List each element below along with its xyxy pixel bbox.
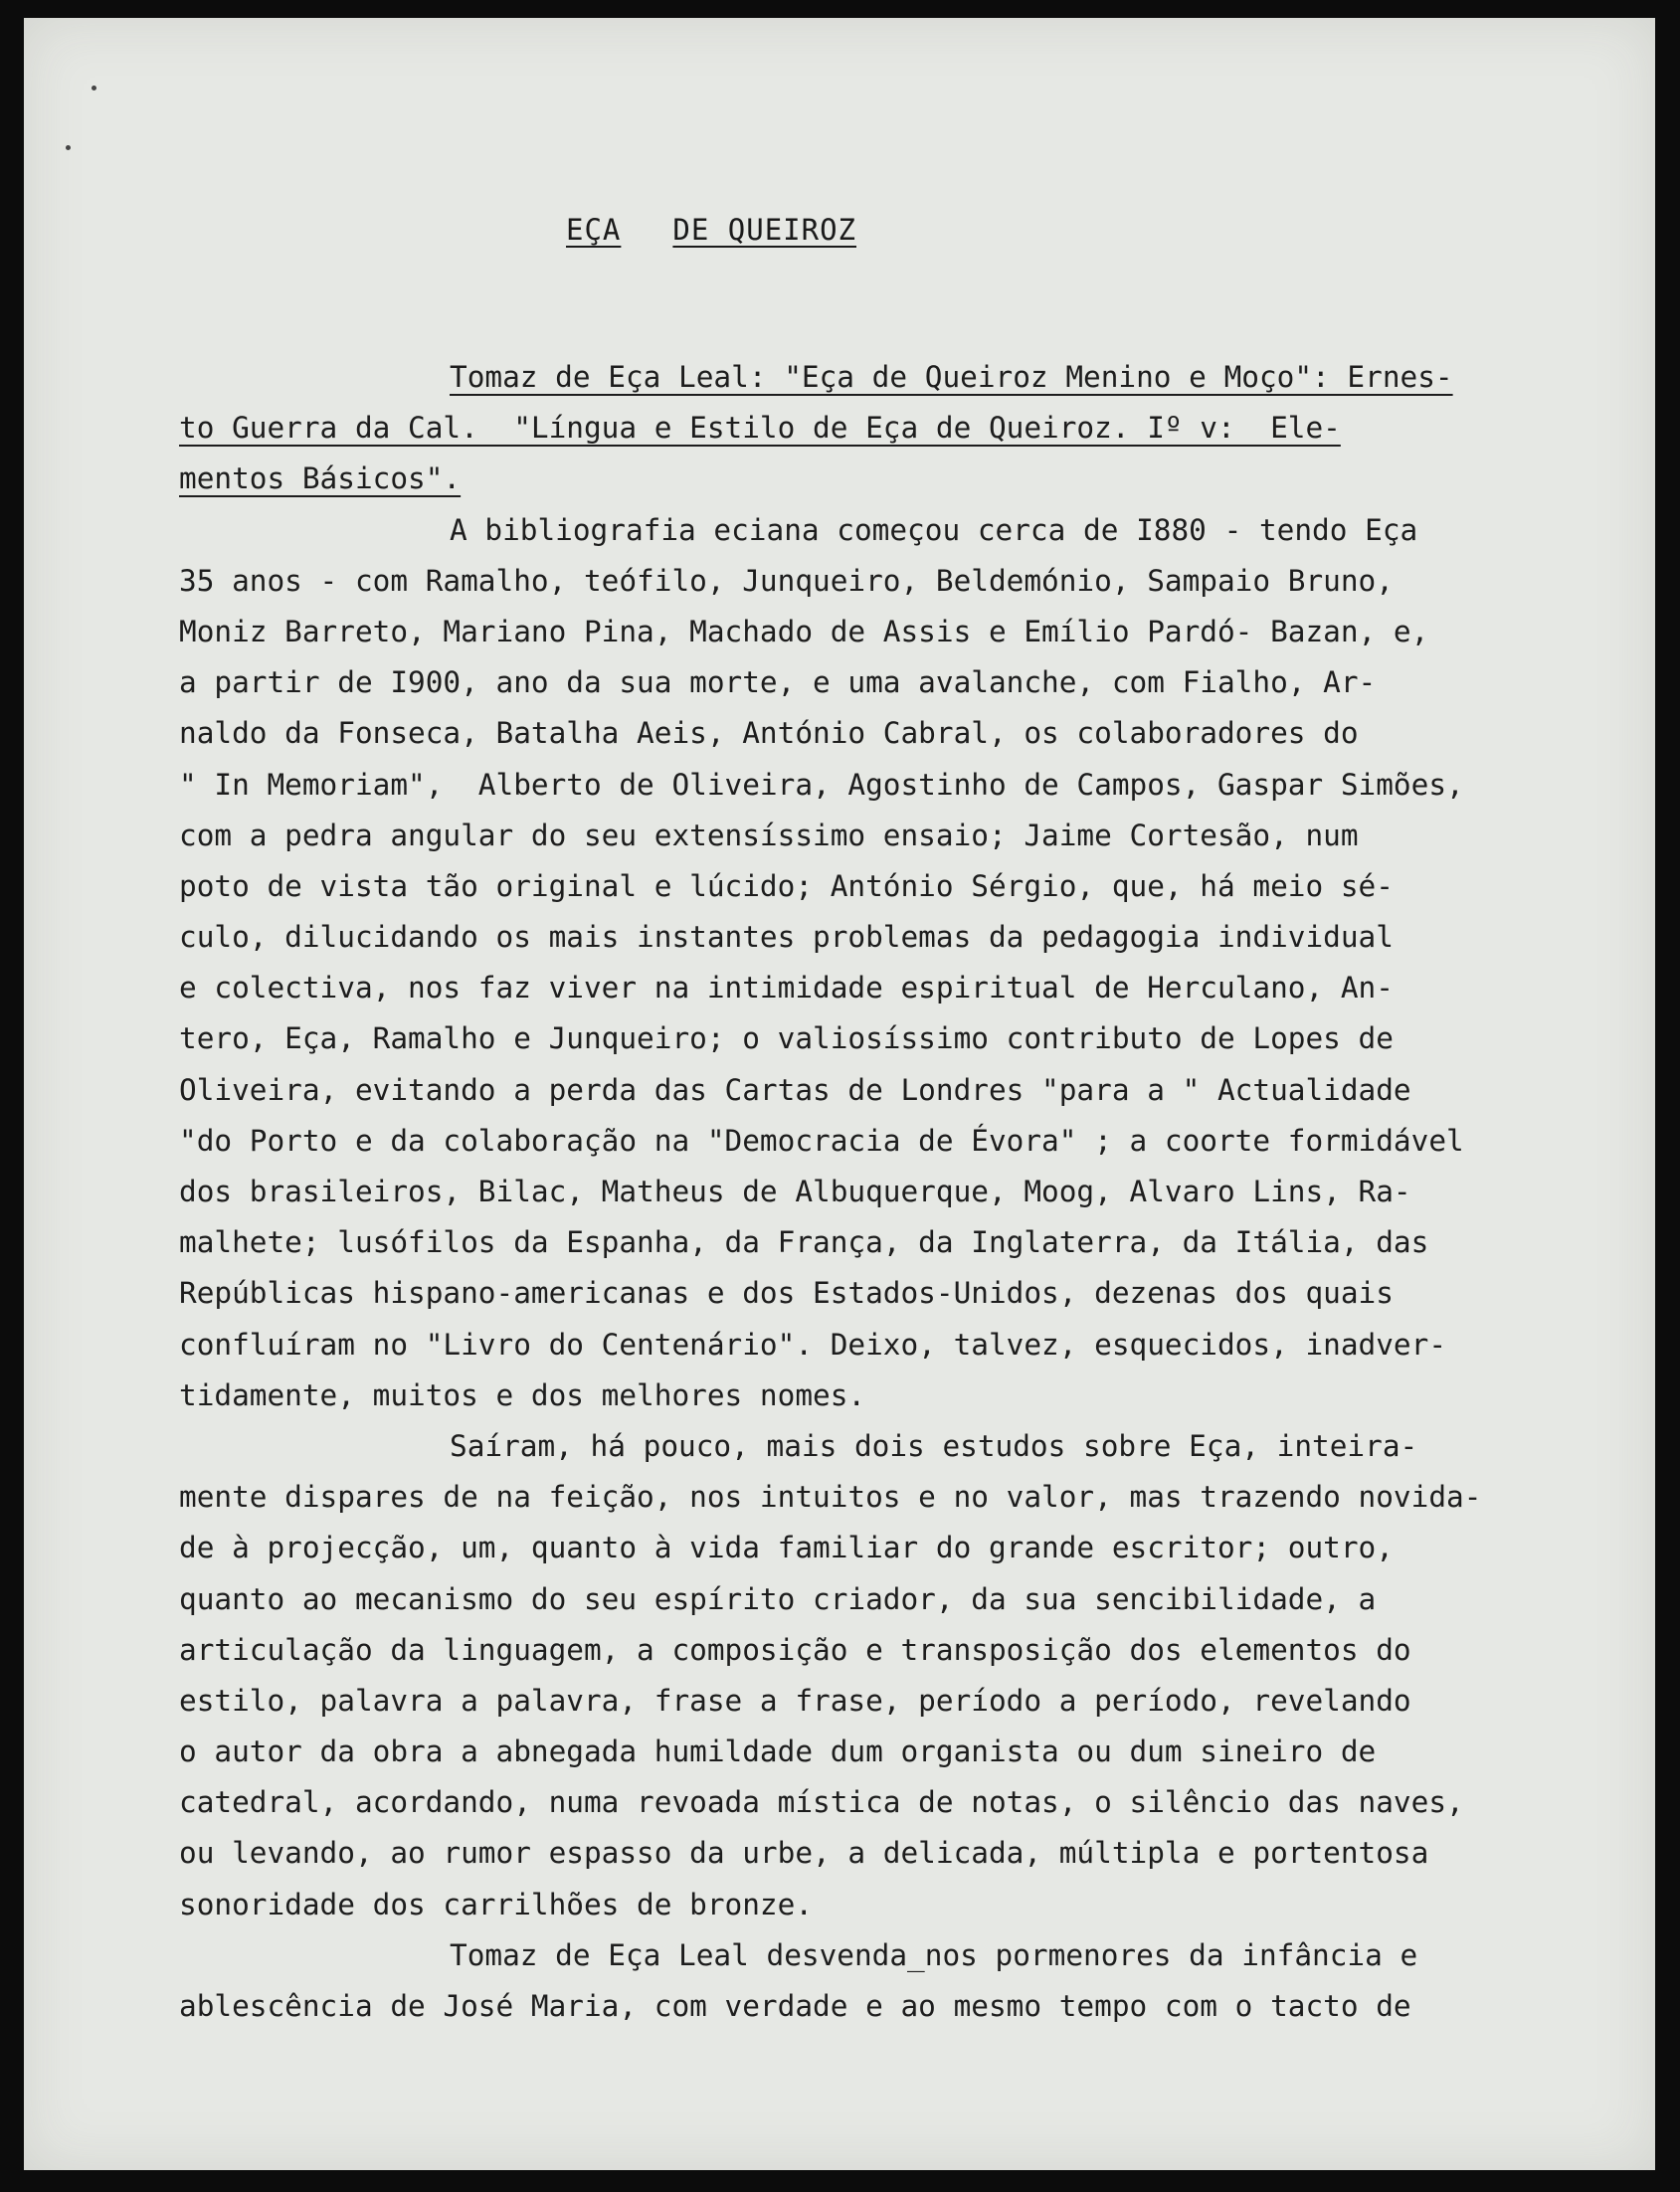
text-line: tidamente, muitos e dos melhores nomes. [179,1377,866,1412]
paragraph-new-studies [179,1421,1591,1930]
reference-line: Tomaz de Eça Leal: "Eça de Queiroz Menino e Moço": Ernes- [450,360,1453,394]
reference-line: mentos Básicos". [179,461,462,496]
document-body [179,352,1591,2032]
text-line: "do Porto e da colaboração na "Democracia de Évora" ; a coorte formidável [179,1123,1464,1158]
text-line: A bibliografia eciana começou cerca de I880 - tendo Eça [450,512,1418,547]
title-eca: EÇA [566,213,622,247]
text-line: Moniz Barreto, Mariano Pina, Machado de Assis e Emílio Pardó- Bazan, e, [179,614,1429,648]
text-line: o autor da obra a abnegada humildade dum organista ou dum sineiro de [179,1735,1377,1769]
text-line: de à projecção, um, quanto à vida familiar do grande escritor; outro, [179,1531,1394,1565]
text-line: Repúblicas hispano-americanas e dos Estados-Unidos, dezenas dos quais [179,1276,1394,1311]
text-line: ablescência de José Maria, com verdade e ao mesmo tempo com o tacto de [179,1989,1411,2023]
text-line: confluíram no "Livro do Centenário". Deixo, talvez, esquecidos, inadver- [179,1327,1447,1362]
paragraph-eca-leal [179,1930,1591,2032]
text-line: malhete; lusófilos da Espanha, da França, da Inglaterra, da Itália, das [179,1225,1429,1260]
text-line: ou levando, ao rumor espasso da urbe, a delicada, múltipla e portentosa [179,1836,1429,1871]
text-line: articulação da linguagem, a composição e transposição dos elementos do [179,1632,1411,1667]
text-line: poto de vista tão original e lúcido; António Sérgio, que, há meio sé- [179,868,1394,903]
paper-speck [66,145,71,150]
text-line: tero, Eça, Ramalho e Junqueiro; o valiosíssimo contributo de Lopes de [179,1021,1394,1056]
title-de-queiroz: DE QUEIROZ [672,213,856,247]
paper-speck [92,86,96,91]
text-line: a partir de I900, ano da sua morte, e uma avalanche, com Fialho, Ar- [179,665,1377,700]
text-line: Tomaz de Eça Leal desvenda_nos pormenores da infância e [450,1937,1418,1972]
page-title [566,213,856,247]
text-line: dos brasileiros, Bilac, Matheus de Albuquerque, Moog, Alvaro Lins, Ra- [179,1175,1411,1208]
text-line: quanto ao mecanismo do seu espírito criador, da sua sencibilidade, a [179,1581,1377,1616]
text-line: mente dispares de na feição, nos intuitos e no valor, mas trazendo novida- [179,1480,1482,1515]
text-line: com a pedra angular do seu extensíssimo ensaio; Jaime Cortesão, num [179,818,1359,852]
reference-line: to Guerra da Cal. "Língua e Estilo de Eça de Queiroz. Iº v: Ele- [179,411,1341,446]
paragraph-bibliography [179,505,1591,1421]
text-line: Oliveira, evitando a perda das Cartas de Londres "para a " Actualidade [179,1072,1411,1107]
text-line: sonoridade dos carrilhões de bronze. [179,1887,814,1921]
text-line: catedral, acordando, numa revoada mística de notas, o silêncio das naves, [179,1785,1464,1820]
text-line: 35 anos - com Ramalho, teófilo, Junqueiro, Beldemónio, Sampaio Bruno, [179,563,1394,598]
text-line: " In Memoriam", Alberto de Oliveira, Agostinho de Campos, Gaspar Simões, [179,767,1464,802]
text-line: naldo da Fonseca, Batalha Aeis, António Cabral, os colaboradores do [179,716,1359,751]
reference-block [179,352,1591,505]
text-line: estilo, palavra a palavra, frase a frase, período a período, revelando [179,1683,1411,1718]
text-line: Saíram, há pouco, mais dois estudos sobre Eça, inteira- [450,1428,1418,1463]
text-line: culo, dilucidando os mais instantes problemas da pedagogia individual [179,920,1394,955]
text-line: e colectiva, nos faz viver na intimidade espiritual de Herculano, An- [179,971,1394,1005]
